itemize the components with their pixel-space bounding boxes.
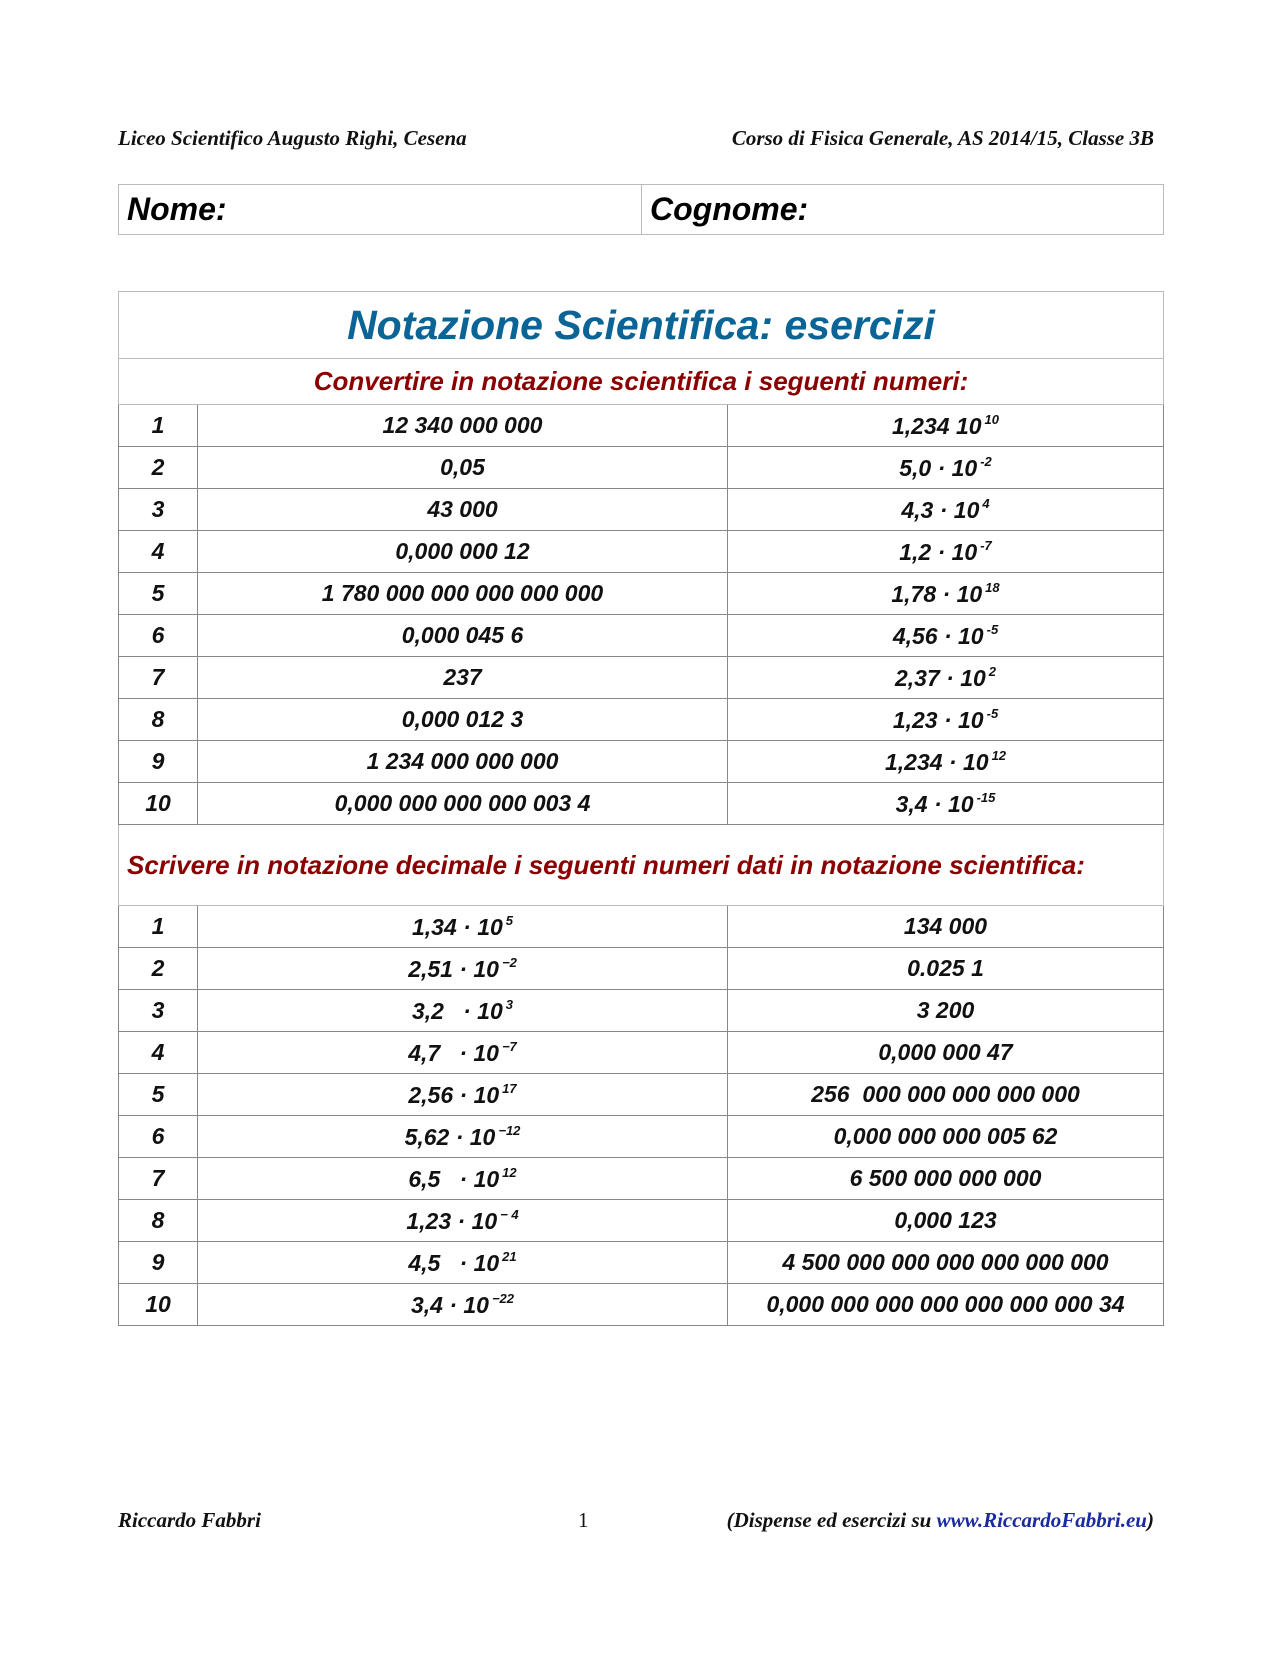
exercise-table: [118, 291, 1164, 1326]
decimal-number: 1 234 000 000 000: [198, 741, 728, 783]
page-number: 1: [578, 1508, 589, 1532]
table-row: [119, 573, 1164, 615]
exponent: -5: [986, 705, 999, 721]
decimal-answer: 0,000 000 47: [728, 1032, 1164, 1074]
section2-heading: Scrivere in notazione decimale i seguenti numeri dati in notazione scientifica:: [119, 825, 1164, 906]
row-number: 1: [119, 906, 198, 948]
name-field[interactable]: Nome:: [119, 185, 642, 234]
exponent: −22: [491, 1290, 515, 1306]
exponent: 3: [505, 996, 513, 1012]
row-number: 2: [119, 948, 198, 990]
exponent: −12: [498, 1122, 521, 1138]
page-title: Notazione Scientifica: esercizi: [119, 292, 1164, 359]
decimal-answer: 0,000 123: [728, 1200, 1164, 1242]
table-row: [119, 906, 1164, 948]
exponent: 4: [982, 495, 990, 511]
table-row: [119, 447, 1164, 489]
scientific-answer: 2,37 · 10 $^2$: [728, 657, 1164, 699]
row-number: 4: [119, 531, 198, 573]
scientific-number: 5,62 · 10 $^{-12}$: [198, 1116, 728, 1158]
exponent: −2: [501, 954, 517, 970]
scientific-number: 4,5 · 10 $^{21}$: [198, 1242, 728, 1284]
exponent: -7: [980, 537, 992, 553]
exponent: -15: [976, 789, 996, 805]
scientific-number: 6,5 · 10 $^{12}$: [198, 1158, 728, 1200]
scientific-number: 3,4 · 10 $^{-22}$: [198, 1284, 728, 1326]
course-header: Corso di Fisica Generale, AS 2014/15, Classe 3B: [731, 126, 1154, 150]
table-row: [119, 699, 1164, 741]
school-header: Liceo Scientifico Augusto Righi, Cesena: [118, 126, 467, 150]
scientific-answer: 1,78 · 10 $^{18}$: [728, 573, 1164, 615]
decimal-number: 0,000 000 000 000 003 4: [198, 783, 728, 825]
exponent: − 4: [500, 1206, 519, 1222]
decimal-number: 0,000 012 3: [198, 699, 728, 741]
row-number: 5: [119, 573, 198, 615]
scientific-answer: 1,234 · 10 $^{12}$: [728, 741, 1164, 783]
scientific-number: 2,56 · 10 $^{17}$: [198, 1074, 728, 1116]
row-number: 8: [119, 699, 198, 741]
table-row: [119, 948, 1164, 990]
decimal-answer: 134 000: [728, 906, 1164, 948]
decimal-answer: 4 500 000 000 000 000 000 000: [728, 1242, 1164, 1284]
decimal-answer: 256 000 000 000 000 000: [728, 1074, 1164, 1116]
surname-field[interactable]: Cognome:: [650, 191, 809, 227]
decimal-number: 1 780 000 000 000 000 000: [198, 573, 728, 615]
exponent: 12: [991, 747, 1007, 763]
row-number: 7: [119, 657, 198, 699]
decimal-number: 237: [198, 657, 728, 699]
row-number: 10: [119, 783, 198, 825]
decimal-number: 43 000: [198, 489, 728, 531]
scientific-number: 3,2 · 10 $^3$: [198, 990, 728, 1032]
exponent: 5: [505, 912, 514, 928]
row-number: 8: [119, 1200, 198, 1242]
table-row: [119, 1032, 1164, 1074]
scientific-answer: 5,0 · 10 $^{-2}$: [728, 447, 1164, 489]
footer-author: Riccardo Fabbri: [118, 1508, 261, 1532]
table-row: [119, 1200, 1164, 1242]
decimal-number: 0,000 045 6: [198, 615, 728, 657]
row-number: 4: [119, 1032, 198, 1074]
row-number: 1: [119, 405, 198, 447]
row-number: 3: [119, 990, 198, 1032]
row-number: 10: [119, 1284, 198, 1326]
decimal-answer: 3 200: [728, 990, 1164, 1032]
exponent: 21: [502, 1248, 517, 1264]
exponent: 18: [985, 579, 1000, 595]
row-number: 6: [119, 615, 198, 657]
decimal-answer: 0.025 1: [728, 948, 1164, 990]
table-row: [119, 1284, 1164, 1326]
scientific-answer: 1,2 · 10 $^{-7}$: [728, 531, 1164, 573]
decimal-number: 12 340 000 000: [198, 405, 728, 447]
scientific-number: 4,7 · 10 $^{-7}$: [198, 1032, 728, 1074]
section1-heading: Convertire in notazione scientifica i seguenti numeri:: [119, 359, 1164, 405]
exponent: 2: [988, 663, 997, 679]
scientific-answer: 4,3 · 10 $^4$: [728, 489, 1164, 531]
row-number: 9: [119, 741, 198, 783]
table-row: [119, 990, 1164, 1032]
exponent: 12: [502, 1164, 517, 1180]
scientific-answer: 1,23 · 10 $^{-5}$: [728, 699, 1164, 741]
table-row: [119, 405, 1164, 447]
scientific-number: 1,23 · 10 $^{- 4}$: [198, 1200, 728, 1242]
table-row: [119, 1242, 1164, 1284]
row-number: 6: [119, 1116, 198, 1158]
scientific-answer: 1,234 10 $^{10}$: [728, 405, 1164, 447]
row-number: 7: [119, 1158, 198, 1200]
decimal-answer: 0,000 000 000 005 62: [728, 1116, 1164, 1158]
exponent: −7: [501, 1038, 517, 1054]
table-row: [119, 1116, 1164, 1158]
website-link[interactable]: www.RiccardoFabbri.eu: [936, 1508, 1147, 1532]
row-number: 9: [119, 1242, 198, 1284]
scientific-number: 2,51 · 10 $^{-2}$: [198, 948, 728, 990]
name-form: [118, 184, 1164, 235]
decimal-number: 0,05: [198, 447, 728, 489]
table-row: [119, 657, 1164, 699]
table-row: [119, 1074, 1164, 1116]
decimal-answer: 0,000 000 000 000 000 000 000 34: [728, 1284, 1164, 1326]
scientific-answer: 3,4 · 10 $^{-15}$: [728, 783, 1164, 825]
footer-note: (Dispense ed esercizi su www.RiccardoFabbri.eu): [726, 1508, 1154, 1532]
exponent: -2: [980, 453, 992, 469]
decimal-answer: 6 500 000 000 000: [728, 1158, 1164, 1200]
table-row: [119, 783, 1164, 825]
row-number: 5: [119, 1074, 198, 1116]
row-number: 3: [119, 489, 198, 531]
table-row: [119, 615, 1164, 657]
table-row: [119, 489, 1164, 531]
row-number: 2: [119, 447, 198, 489]
exponent: -5: [986, 621, 999, 637]
exponent: 17: [502, 1080, 517, 1096]
exponent: 10: [984, 411, 999, 427]
decimal-number: 0,000 000 12: [198, 531, 728, 573]
scientific-answer: 4,56 · 10 $^{-5}$: [728, 615, 1164, 657]
table-row: [119, 531, 1164, 573]
scientific-number: 1,34 · 10 $^5$: [198, 906, 728, 948]
table-row: [119, 1158, 1164, 1200]
table-row: [119, 741, 1164, 783]
